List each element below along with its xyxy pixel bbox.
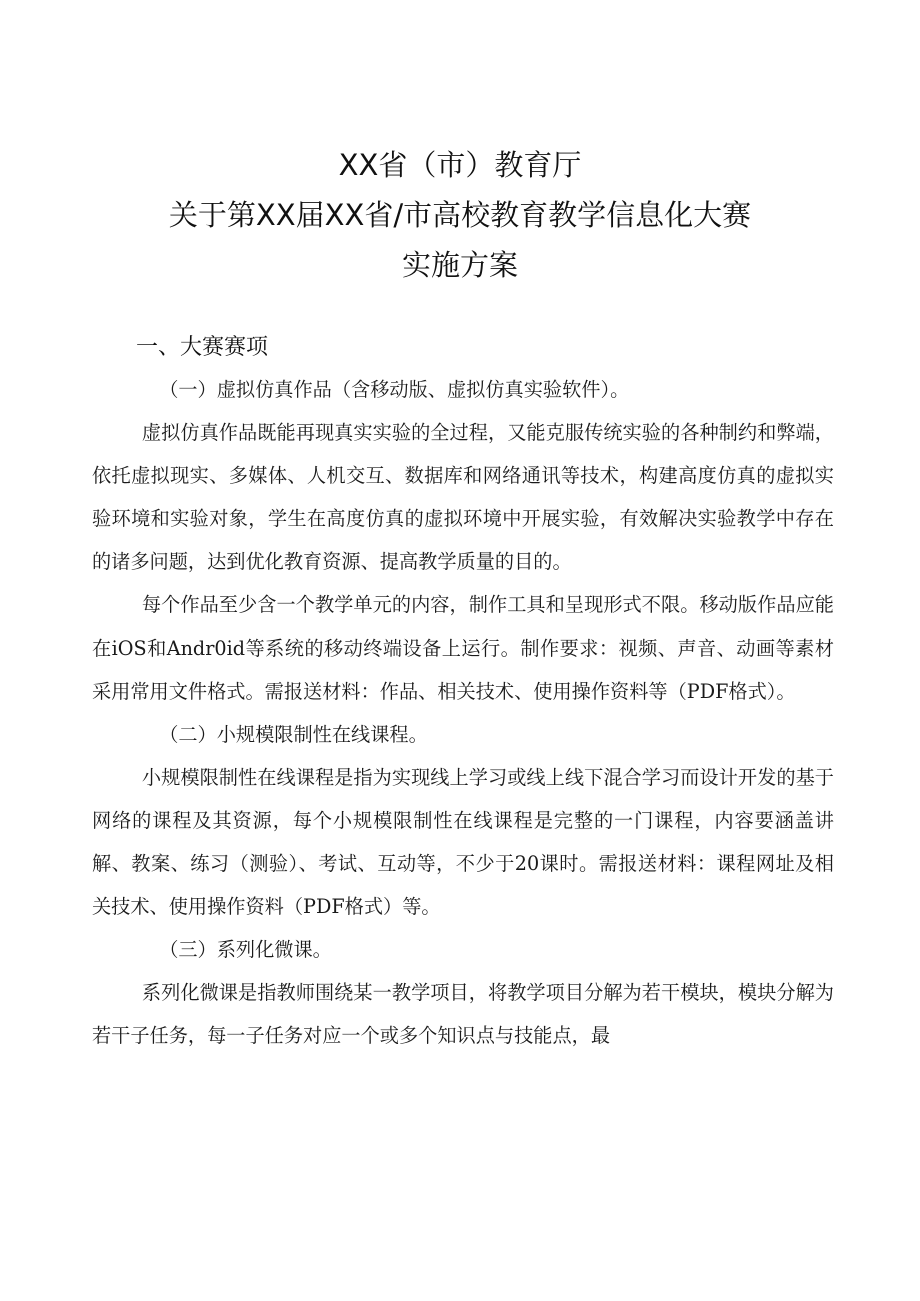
title-line-3: 实施方案 (401, 248, 518, 282)
document-body (92, 368, 834, 1058)
document-title (0, 140, 920, 290)
subsection-heading-3: （三）系列化微课。 (159, 938, 332, 962)
body-paragraph-1: 虚拟仿真作品既能再现真实实验的全过程，又能克服传统实验的各种制约和弊端，依托虚拟现实、多媒体、人机交互、数据库和网络通讯等技术，构建高度仿真的虚拟实验环境和实验对象，学生在高度仿真的虚拟环境中开展实验，有效解决实验教学中存在的诸多问题，达到优化教育资源、提高教学质量的目的。 (92, 421, 834, 574)
body-paragraph-4: 系列化微课是指教师围绕某一教学项目，将教学项目分解为若干模块，模块分解为若干子任务，每一子任务对应一个或多个知识点与技能点，最 (92, 981, 834, 1048)
body-paragraph-3: 小规模限制性在线课程是指为实现线上学习或线上线下混合学习而设计开发的基于网络的课程及其资源，每个小规模限制性在线课程是完整的一门课程，内容要涵盖讲解、教案、练习（测验）、考试、互动等，不少于20课时。需报送材料：课程网址及相关技术、使用操作资料（PDF格式）等。 (92, 765, 834, 919)
title-line-1: XX省（市）教育厅 (338, 148, 582, 182)
title-line-2: 关于第XX届XX省/市高校教育教学信息化大赛 (168, 198, 752, 232)
subsection-heading-2: （二）小规模限制性在线课程。 (159, 722, 428, 746)
body-paragraph-2: 每个作品至少含一个教学单元的内容，制作工具和呈现形式不限。移动版作品应能在iOS和Andr0id等系统的移动终端设备上运行。制作要求：视频、声音、动画等素材采用常用文件格式。需报送材料：作品、相关技术、使用操作资料等（PDF格式）。 (92, 593, 834, 703)
subsection-heading-1: （一）虚拟仿真作品（含移动版、虚拟仿真实验软件）。 (159, 378, 630, 401)
section-heading: 一、大赛赛项 (136, 335, 269, 360)
